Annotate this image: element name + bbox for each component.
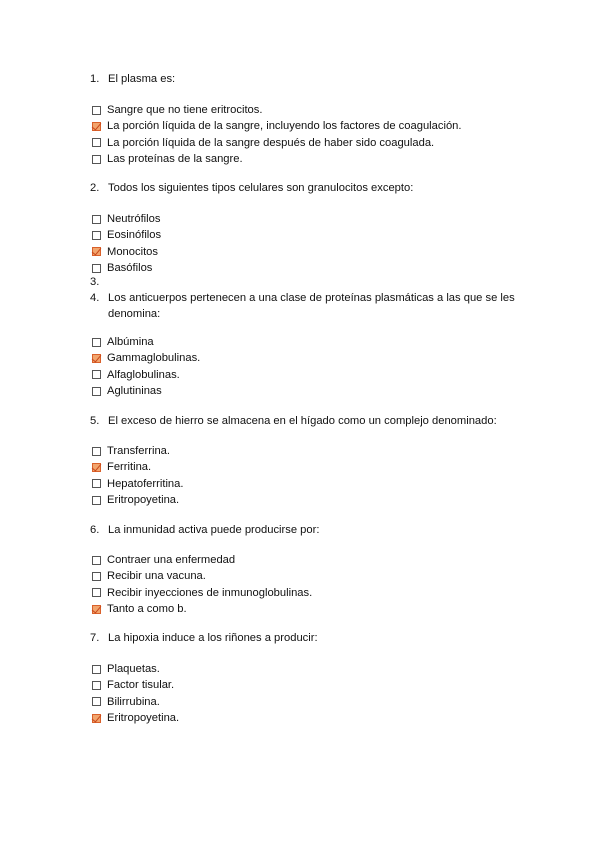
checkbox[interactable]: [92, 155, 101, 164]
option-label: Eritropoyetina.: [107, 494, 180, 507]
option-label: Basófilos: [107, 262, 153, 275]
option[interactable]: [90, 367, 530, 383]
option[interactable]: [90, 211, 530, 227]
checkbox[interactable]: [92, 479, 101, 488]
question-text: El plasma es:: [108, 73, 176, 85]
question-6: [90, 522, 530, 538]
checkbox[interactable]: [92, 354, 101, 363]
option[interactable]: [90, 459, 530, 475]
option-label: Tanto a como b.: [107, 603, 187, 616]
options-6: [90, 552, 530, 617]
checkbox[interactable]: [92, 215, 101, 224]
checkbox[interactable]: [92, 463, 101, 472]
checkbox[interactable]: [92, 588, 101, 597]
checkbox[interactable]: [92, 572, 101, 581]
question-text: La inmunidad activa puede producirse por:: [108, 524, 320, 536]
question-number: 2.: [90, 182, 100, 194]
question-number: 3.: [90, 276, 100, 288]
question-number: 7.: [90, 632, 100, 644]
checkbox[interactable]: [92, 714, 101, 723]
option[interactable]: [90, 568, 530, 584]
options-1: [90, 102, 530, 167]
option-label: Alfaglobulinas.: [107, 368, 180, 381]
option-label: Sangre que no tiene eritrocitos.: [107, 104, 263, 117]
option-label: Las proteínas de la sangre.: [107, 153, 243, 166]
option-label: Hepatoferritina.: [107, 477, 184, 490]
question-text: [108, 274, 530, 290]
question-text: El exceso de hierro se almacena en el hígado como un complejo denominado:: [108, 415, 497, 427]
checkbox[interactable]: [92, 138, 101, 147]
checkbox[interactable]: [92, 338, 101, 347]
checkbox[interactable]: [92, 387, 101, 396]
option-label: Ferritina.: [107, 461, 152, 474]
checkbox[interactable]: [92, 247, 101, 256]
option[interactable]: [90, 694, 530, 710]
option[interactable]: [90, 601, 530, 617]
checkbox[interactable]: [92, 605, 101, 614]
question-number: 1.: [90, 73, 100, 85]
option[interactable]: [90, 383, 530, 399]
option[interactable]: [90, 334, 530, 350]
option-label: Plaquetas.: [107, 663, 160, 676]
checkbox[interactable]: [92, 665, 101, 674]
option[interactable]: [90, 102, 530, 118]
option-label: Recibir inyecciones de inmunoglobulinas.: [107, 586, 313, 599]
question-1: [90, 71, 530, 87]
checkbox[interactable]: [92, 697, 101, 706]
question-5: [90, 413, 530, 429]
option[interactable]: [90, 118, 530, 134]
option-label: Neutrófilos: [107, 213, 161, 226]
option[interactable]: [90, 443, 530, 459]
option-label: La porción líquida de la sangre después de haber sido coagulada.: [107, 136, 435, 149]
option-label: Eosinófilos: [107, 229, 162, 242]
checkbox[interactable]: [92, 370, 101, 379]
option[interactable]: [90, 710, 530, 726]
options-5: [90, 443, 530, 508]
question-number: 4.: [90, 292, 100, 304]
option[interactable]: [90, 492, 530, 508]
option-label: Bilirrubina.: [107, 695, 160, 708]
option-label: Monocitos: [107, 245, 158, 258]
question-number: 5.: [90, 415, 100, 427]
question-text: Todos los siguientes tipos celulares son granulocitos excepto:: [108, 182, 414, 194]
checkbox[interactable]: [92, 447, 101, 456]
checkbox[interactable]: [92, 122, 101, 131]
option[interactable]: [90, 476, 530, 492]
option[interactable]: [90, 585, 530, 601]
question-text: Los anticuerpos pertenecen a una clase de proteínas plasmáticas a las que se les denomina:: [108, 292, 515, 320]
option-label: Transferrina.: [107, 445, 171, 458]
question-3: [90, 274, 530, 290]
question-2: [90, 180, 530, 196]
option[interactable]: [90, 227, 530, 243]
options-7: [90, 661, 530, 726]
checkbox[interactable]: [92, 681, 101, 690]
options-4: [90, 334, 530, 399]
option[interactable]: [90, 135, 530, 151]
option-label: Recibir una vacuna.: [107, 570, 206, 583]
question-7: [90, 630, 530, 646]
question-text: La hipoxia induce a los riñones a producir:: [108, 632, 318, 644]
option[interactable]: [90, 151, 530, 167]
checkbox[interactable]: [92, 106, 101, 115]
option-label: Aglutininas: [107, 385, 162, 398]
checkbox[interactable]: [92, 496, 101, 505]
option-label: La porción líquida de la sangre, incluyendo los factores de coagulación.: [107, 120, 462, 133]
option[interactable]: [90, 350, 530, 366]
option-label: Eritropoyetina.: [107, 712, 180, 725]
option[interactable]: [90, 677, 530, 693]
question-number: 6.: [90, 524, 100, 536]
option-label: Factor tisular.: [107, 679, 175, 692]
question-4: [90, 290, 530, 322]
option-label: Gammaglobulinas.: [107, 352, 201, 365]
option-label: Contraer una enfermedad: [107, 554, 236, 567]
option-label: Albúmina: [107, 336, 154, 349]
checkbox[interactable]: [92, 264, 101, 273]
option[interactable]: [90, 552, 530, 568]
checkbox[interactable]: [92, 231, 101, 240]
checkbox[interactable]: [92, 556, 101, 565]
option[interactable]: [90, 244, 530, 260]
option[interactable]: [90, 661, 530, 677]
options-2: [90, 211, 530, 276]
